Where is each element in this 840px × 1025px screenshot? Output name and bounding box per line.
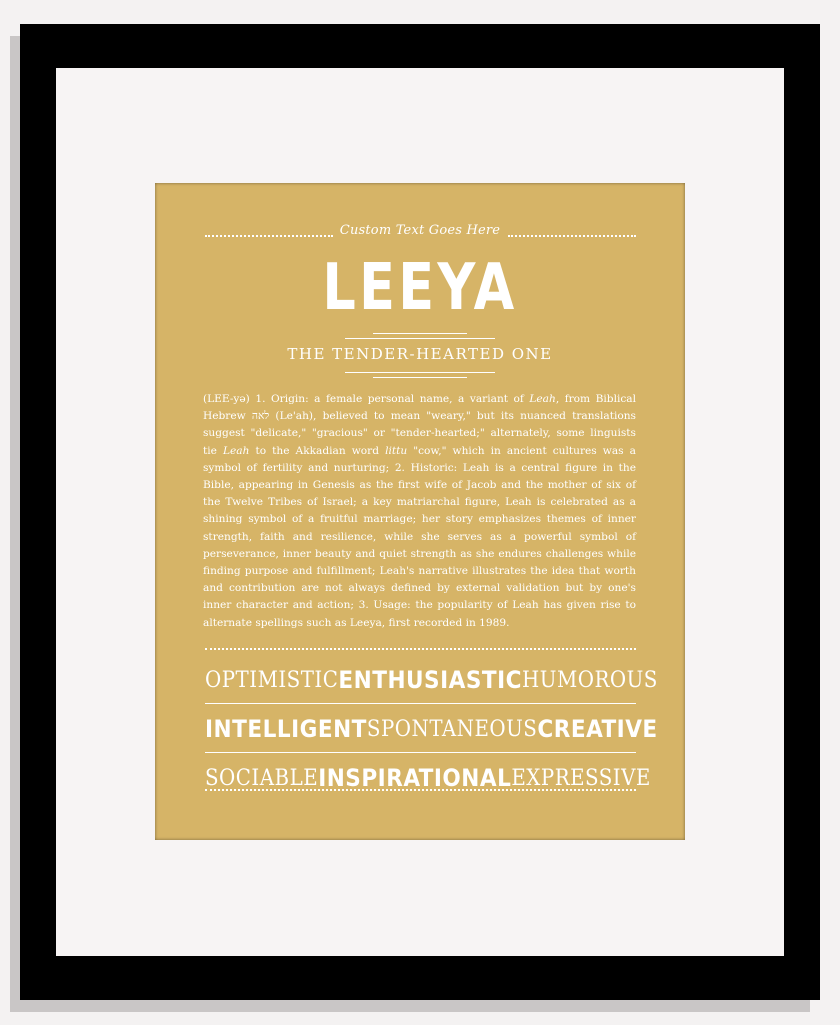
name-print xyxy=(155,183,685,840)
trait-row-3 xyxy=(205,753,651,801)
definition-italic-leah: Leah xyxy=(529,393,556,405)
trait-word: HUMOROUS xyxy=(522,667,658,693)
trait-word: EXPRESSIVE xyxy=(511,765,651,791)
pronunciation: (LEE-yə) xyxy=(203,393,250,405)
trait-word: ENTHUSIASTIC xyxy=(338,666,522,694)
definition-text-3: to the Akkadian word xyxy=(249,444,386,457)
definition-italic-leah-2: Leah xyxy=(222,444,250,457)
trait-word: INSPIRATIONAL xyxy=(318,764,512,792)
traits-block xyxy=(205,655,658,801)
name-title: LEEYA xyxy=(322,251,518,325)
trait-row-1 xyxy=(205,655,658,703)
definition-text-4: "cow," which in ancient cultures was a symbol of fertility and nurturing; 2. Historic: Leah is a central figure in the Bible, appearing in Genesis as the first wife of Jacob and the mother of six of the Twelve Tribes of Israel; a key matriarchal figure, Leah is celebrated as a shining symbol of a fruitful marriage; her story emphasizes themes of inner strength, faith and resilience, while she serves as a powerful symbol of perseverance, inner beauty and quiet strength as she endures challenges while finding purpose and fulfillment; Leah's narrative illustrates the idea that worth and contribution are not always defined by external validation but by one's inner character and action; 3. Usage: the popularity of Leah has given rise to alternate spellings such as Leeya, first recorded in 1989. xyxy=(203,444,636,629)
dotted-divider-traits-top xyxy=(205,648,636,650)
trait-word: INTELLIGENT xyxy=(205,715,367,743)
rule-top-2 xyxy=(345,338,495,339)
definition-text-1: 1. Origin: a female personal name, a variant of xyxy=(249,393,530,405)
custom-text: Custom Text Goes Here xyxy=(339,223,501,238)
dotted-divider-right xyxy=(508,235,636,237)
trait-word: SOCIABLE xyxy=(205,765,319,791)
name-definition xyxy=(203,391,636,632)
trait-row-2 xyxy=(205,704,658,752)
dotted-divider-bottom xyxy=(205,789,636,791)
rule-bottom-1 xyxy=(345,372,495,373)
tagline: THE TENDER-HEARTED ONE xyxy=(287,345,553,363)
definition-text-2: , from Biblical Hebrew לאה (Le'ah), believed to mean "weary," but its nuanced translations suggest "delicate," "gracious" or "tender-hearted;" alternately, some linguists tie xyxy=(203,393,636,457)
trait-word: SPONTANEOUS xyxy=(366,716,538,742)
trait-word: OPTIMISTIC xyxy=(205,667,339,693)
definition-italic-littu: littu xyxy=(385,444,408,457)
rule-bottom-2 xyxy=(373,377,467,378)
rule-top-1 xyxy=(373,333,467,334)
trait-word: CREATIVE xyxy=(537,715,658,743)
